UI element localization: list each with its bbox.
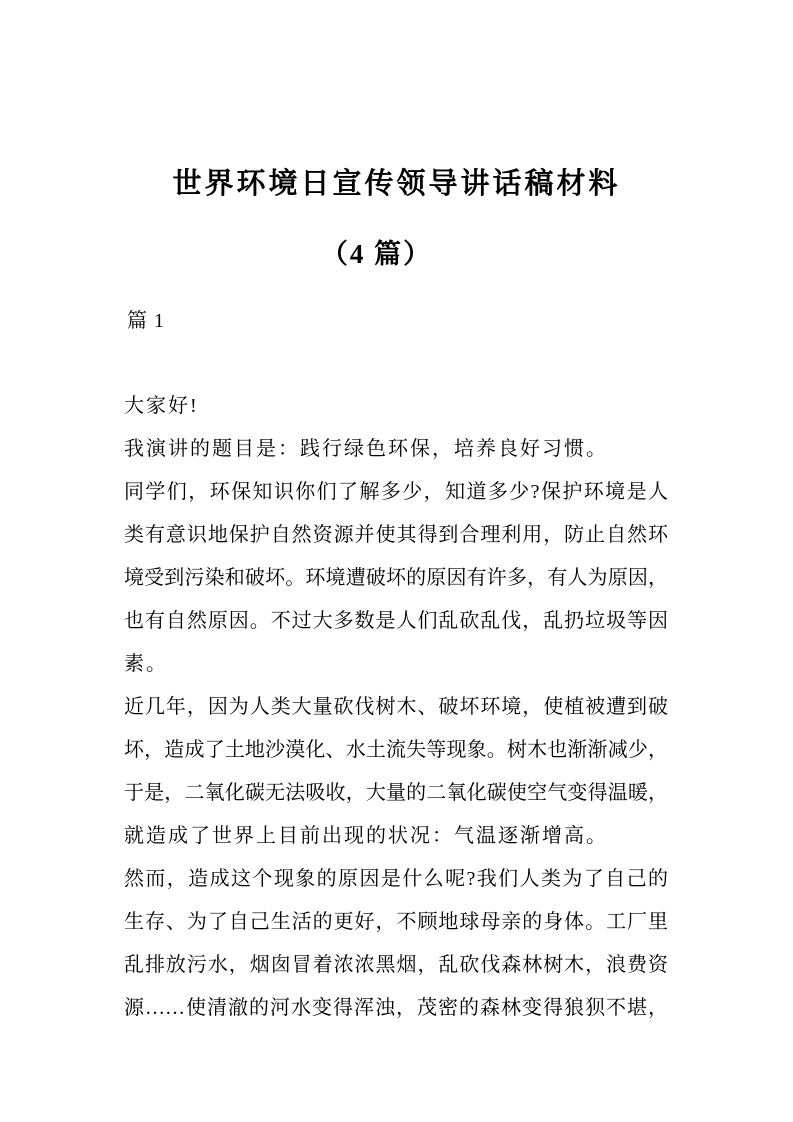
body-line: 坏，造成了土地沙漠化、水土流失等现象。树木也渐渐减少， xyxy=(124,739,668,761)
body-line: 同学们，环保知识你们了解多少，知道多少?保护环境是人 xyxy=(124,481,668,503)
body-line: 境受到污染和破坏。环境遭破坏的原因有许多，有人为原因， xyxy=(124,567,668,589)
body-line: 类有意识地保护自然资源并使其得到合理利用，防止自然环 xyxy=(124,524,668,546)
body-line: 然而，造成这个现象的原因是什么呢?我们人类为了自己的 xyxy=(124,868,668,890)
section-label: 篇 1 xyxy=(127,310,165,332)
body-line: 也有自然原因。不过大多数是人们乱砍乱伐，乱扔垃圾等因 xyxy=(124,610,668,632)
body-line: 近几年，因为人类大量砍伐树木、破坏环境，使植被遭到破 xyxy=(124,696,668,718)
body-line: 我演讲的题目是：践行绿色环保，培养良好习惯。 xyxy=(124,438,608,460)
body-line: 就造成了世界上目前出现的状况：气温逐渐增高。 xyxy=(124,825,608,847)
body-line: 生存、为了自己生活的更好，不顾地球母亲的身体。工厂里 xyxy=(124,911,668,933)
document-body xyxy=(124,385,668,1030)
body-line: 源……使清澈的河水变得浑浊，茂密的森林变得狼狈不堪， xyxy=(124,997,668,1019)
document-title: 世界环境日宣传领导讲话稿材料 xyxy=(172,168,621,200)
document-subtitle: （4 篇） xyxy=(320,239,433,269)
body-line: 大家好! xyxy=(124,395,199,417)
body-line: 于是，二氧化碳无法吸收，大量的二氧化碳使空气变得温暖， xyxy=(124,782,668,804)
body-line: 素。 xyxy=(124,653,168,675)
body-line: 乱排放污水，烟囱冒着浓浓黑烟，乱砍伐森林树木，浪费资 xyxy=(124,954,668,976)
